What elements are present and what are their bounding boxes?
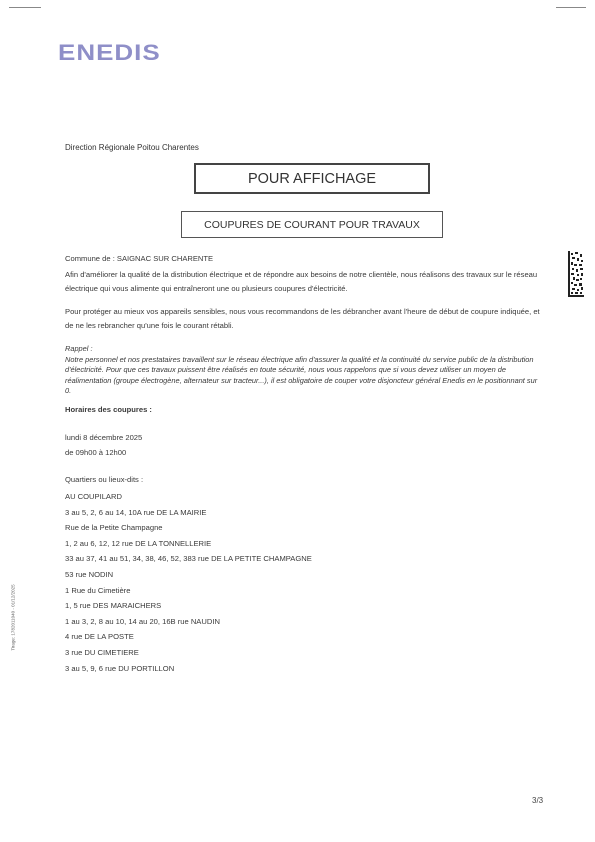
- datamatrix-code: [568, 251, 584, 297]
- commune-line: Commune de : SAIGNAC SUR CHARENTE: [65, 254, 214, 263]
- side-print-code: Tirage: 1782011040 - 01/12/2025: [10, 584, 16, 651]
- enedis-logo-graphic: [58, 42, 178, 64]
- list-item: 1, 2 au 6, 12, 12 rue DE LA TONNELLERIE: [65, 538, 212, 548]
- list-item: 4 rue DE LA POSTE: [65, 632, 134, 642]
- page-number: 3/3: [532, 796, 544, 805]
- quartiers-list: [65, 489, 312, 676]
- svg-text:ENEDIS: ENEDIS: [58, 42, 161, 65]
- list-item: 3 rue DU CIMETIERE: [65, 647, 139, 657]
- list-item: 3 au 5, 9, 6 rue DU PORTILLON: [65, 663, 175, 673]
- direction-regionale: Direction Régionale Poitou Charentes: [65, 143, 199, 152]
- protect-paragraph: Pour protéger au mieux vos appareils sensibles, nous vous recommandons de les débrancher avant l'heure de début de coupure indiquée, et de ne les rebrancher qu'une fois le courant rétabli.: [65, 307, 540, 330]
- horaires-title: Horaires des coupures :: [65, 405, 152, 414]
- list-item: 1 Rue du Cimetière: [65, 585, 131, 595]
- pour-affichage-title: POUR AFFICHAGE: [194, 163, 430, 194]
- list-item: 53 rue NODIN: [65, 569, 114, 579]
- list-item: AU COUPILARD: [65, 492, 122, 501]
- scan-border-mark: [556, 7, 586, 8]
- quartiers-title: Quartiers ou lieux-dits :: [65, 475, 144, 484]
- list-item: 33 au 37, 41 au 51, 34, 38, 46, 52, 383 rue DE LA PETITE CHAMPAGNE: [65, 554, 312, 564]
- list-item: Rue de la Petite Champagne: [65, 523, 163, 533]
- coupure-time: de 09h00 à 12h00: [65, 448, 127, 457]
- rappel-block: [65, 344, 541, 397]
- coupures-title: COUPURES DE COURANT POUR TRAVAUX: [181, 211, 443, 238]
- rappel-text: Notre personnel et nos prestataires travaillent sur le réseau électrique afin d'assurer la qualité et la continuité du service public de la distribution d'électricité. Pour que ces travaux puissent être réalisés en toute sécurité, nous vous rappelons que si vous devez utiliser un moyen de réalimentation (groupe électrogène, alternateur sur tracteur...), il est obligatoire de couper votre disjoncteur général Enedis en le positionnant sur 0.: [65, 354, 538, 395]
- list-item: 1 au 3, 2, 8 au 10, 14 au 20, 16B rue NAUDIN: [65, 616, 220, 626]
- intro-paragraph: Afin d'améliorer la qualité de la distribution électrique et de répondre aux besoins de notre clientèle, nous réalisons des travaux sur le réseau électrique qui vous alimente qui entraîneront une ou plusieurs coupures d'électricité.: [65, 270, 538, 293]
- rappel-title: Rappel :: [65, 344, 93, 353]
- enedis-logo: [58, 42, 178, 70]
- scan-border-mark: [9, 7, 41, 8]
- coupure-date: lundi 8 décembre 2025: [65, 433, 143, 442]
- list-item: 1, 5 rue DES MARAICHERS: [65, 601, 162, 611]
- list-item: 3 au 5, 2, 6 au 14, 10A rue DE LA MAIRIE: [65, 507, 207, 517]
